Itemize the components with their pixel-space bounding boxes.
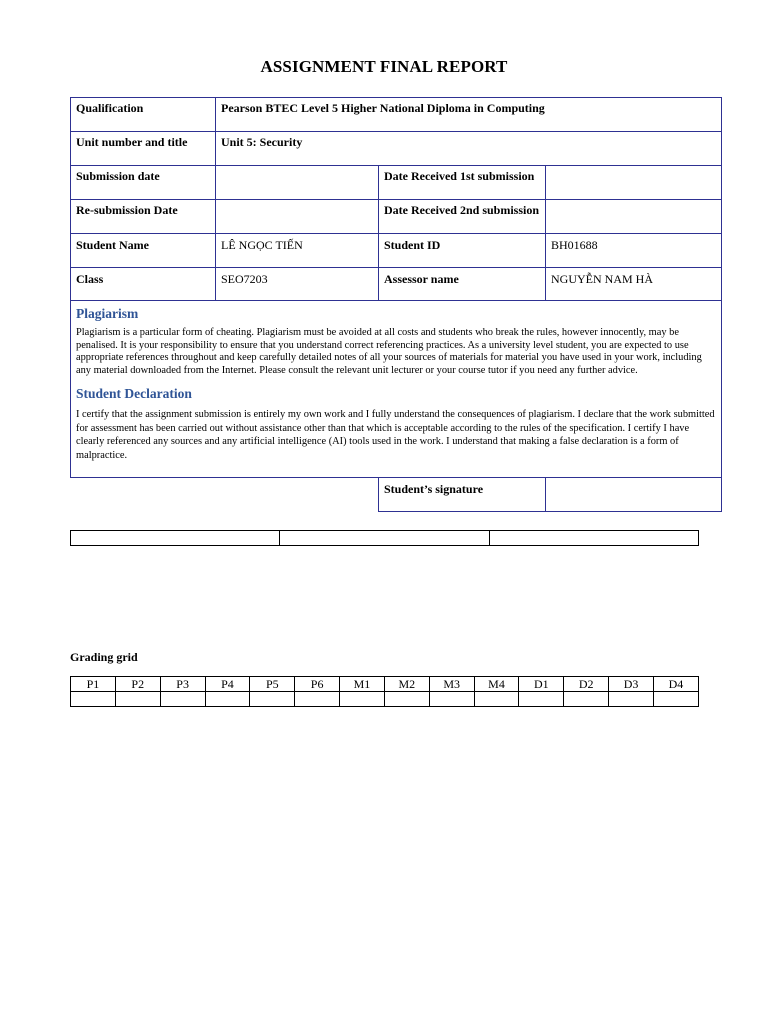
grade-cell[interactable] xyxy=(474,692,519,707)
declaration-row xyxy=(71,301,722,478)
grade-header-p5: P5 xyxy=(250,677,295,692)
grade-header-p2: P2 xyxy=(115,677,160,692)
grade-cell[interactable] xyxy=(564,692,609,707)
page-title: ASSIGNMENT FINAL REPORT xyxy=(260,57,508,76)
declaration-text: I certify that the assignment submission is entirely my own work and I fully understand the consequences of plagiarism. I declare that the work submitted for assessment has been carried out without assistance other than that which is acceptable according to the rules of the specification. I certify I have clearly referenced any sources and any artificial intelligence (AI) tools used in the work. I understand that making a false declaration is a form of malpractice. xyxy=(76,409,715,461)
qualification-row xyxy=(71,98,722,132)
grade-cell[interactable] xyxy=(340,692,385,707)
signature-spacer xyxy=(71,478,379,512)
grade-cell[interactable] xyxy=(295,692,340,707)
resubmission-row xyxy=(71,200,722,234)
resubmission-date-label: Re-submission Date xyxy=(71,200,216,234)
submission-date-label: Submission date xyxy=(71,166,216,200)
unit-value: Unit 5: Security xyxy=(216,132,722,166)
unit-label: Unit number and title xyxy=(71,132,216,166)
blank-table xyxy=(70,530,699,546)
grade-cell[interactable] xyxy=(160,692,205,707)
grading-grid-table xyxy=(70,676,699,707)
resubmission-date-value[interactable] xyxy=(216,200,379,234)
blank-cell xyxy=(489,531,698,546)
plagiarism-declaration-cell xyxy=(71,301,722,478)
submission-date-value[interactable] xyxy=(216,166,379,200)
grade-cell[interactable] xyxy=(205,692,250,707)
grade-header-p6: P6 xyxy=(295,677,340,692)
assessor-name-value: NGUYỄN NAM HÀ xyxy=(546,268,722,301)
submission-row xyxy=(71,166,722,200)
student-id-label: Student ID xyxy=(379,234,546,268)
grade-cell[interactable] xyxy=(519,692,564,707)
grade-header-p3: P3 xyxy=(160,677,205,692)
blank-cell xyxy=(280,531,489,546)
qualification-value: Pearson BTEC Level 5 Higher National Diploma in Computing xyxy=(216,98,722,132)
student-name-value: LÊ NGỌC TIẾN xyxy=(216,234,379,268)
grade-cell[interactable] xyxy=(250,692,295,707)
grade-header-d4: D4 xyxy=(653,677,698,692)
grade-header-m4: M4 xyxy=(474,677,519,692)
declaration-heading: Student Declaration xyxy=(76,386,192,401)
signature-value[interactable] xyxy=(546,478,722,512)
grade-cell[interactable] xyxy=(609,692,654,707)
grading-grid-label: Grading grid xyxy=(70,650,138,664)
grade-cell[interactable] xyxy=(384,692,429,707)
plagiarism-text: Plagiarism is a particular form of cheating. Plagiarism must be avoided at all costs and students who break the rules, however innocently, may be penalised. It is your responsibility to ensure that you understand correct referencing practices. As a university level student, you are expected to use appropriate references throughout and keep carefully detailed notes of all your sources of materials for material you have used in your work, including any material downloaded from the Internet. Please consult the relevant unit lecturer or your course tutor if you need any further advice. xyxy=(76,327,702,376)
grade-header-d2: D2 xyxy=(564,677,609,692)
date-received-1st-value[interactable] xyxy=(546,166,722,200)
qualification-label: Qualification xyxy=(71,98,216,132)
unit-row xyxy=(71,132,722,166)
class-row xyxy=(71,268,722,301)
grade-header-m1: M1 xyxy=(340,677,385,692)
date-received-2nd-label: Date Received 2nd submission xyxy=(379,200,546,234)
class-label: Class xyxy=(71,268,216,301)
date-received-2nd-value[interactable] xyxy=(546,200,722,234)
assignment-info-table xyxy=(70,97,722,512)
grade-cell[interactable] xyxy=(653,692,698,707)
blank-cell xyxy=(71,531,280,546)
signature-row xyxy=(71,478,722,512)
grading-header-row xyxy=(71,677,699,692)
student-row xyxy=(71,234,722,268)
student-name-label: Student Name xyxy=(71,234,216,268)
grade-header-m2: M2 xyxy=(384,677,429,692)
grade-header-d3: D3 xyxy=(609,677,654,692)
grade-header-m3: M3 xyxy=(429,677,474,692)
signature-label: Student’s signature xyxy=(379,478,546,512)
student-id-value: BH01688 xyxy=(546,234,722,268)
plagiarism-heading: Plagiarism xyxy=(76,306,139,321)
grade-cell[interactable] xyxy=(429,692,474,707)
grade-cell[interactable] xyxy=(71,692,116,707)
grade-header-p1: P1 xyxy=(71,677,116,692)
grade-header-d1: D1 xyxy=(519,677,564,692)
date-received-1st-label: Date Received 1st submission xyxy=(379,166,546,200)
grade-cell[interactable] xyxy=(115,692,160,707)
assessor-name-label: Assessor name xyxy=(379,268,546,301)
class-value: SEO7203 xyxy=(216,268,379,301)
grading-value-row xyxy=(71,692,699,707)
grade-header-p4: P4 xyxy=(205,677,250,692)
